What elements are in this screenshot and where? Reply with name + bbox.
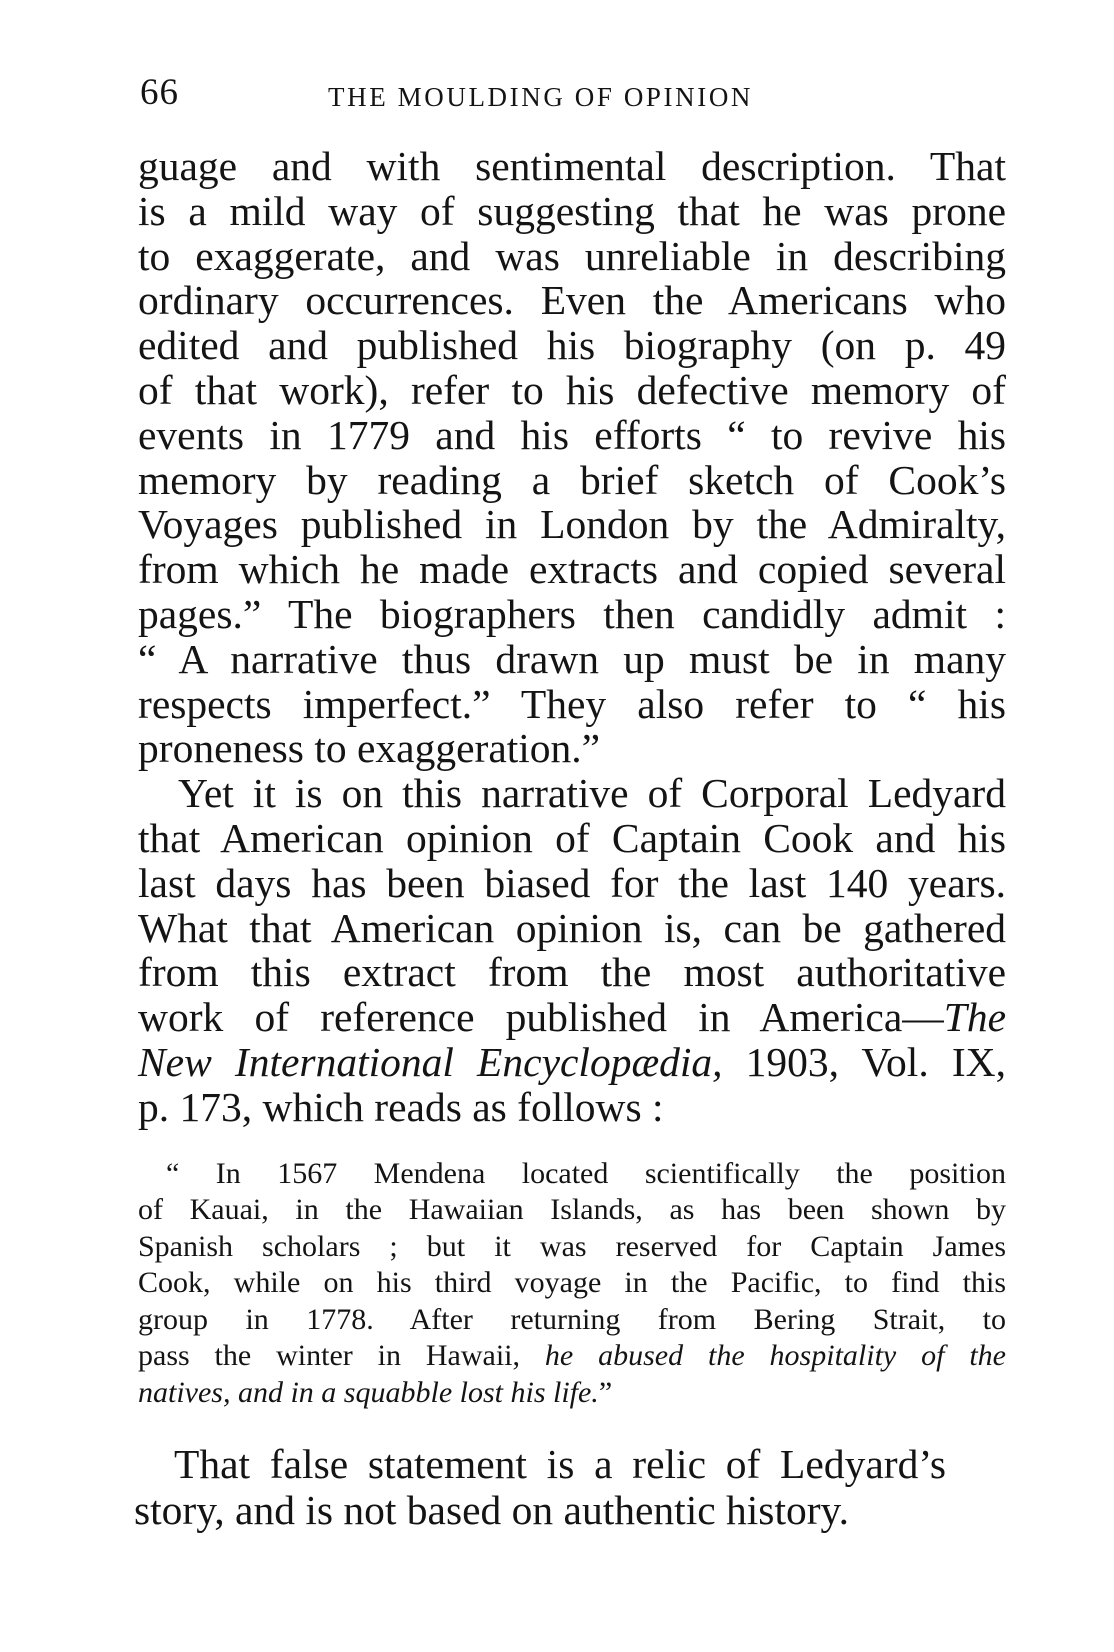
- page-number: 66: [140, 72, 179, 113]
- italic-title: The: [943, 994, 1006, 1041]
- italic-emphasis: natives, and in a squabble lost his life.: [138, 1375, 599, 1409]
- text-line: respects imperfect.” They also refer to “ his: [138, 680, 1006, 727]
- paragraph-closing: [134, 1441, 946, 1533]
- quote-line: “ In 1567 Mendena located scientifically the position: [166, 1156, 1006, 1190]
- text-line: proneness to exaggeration.”: [138, 725, 601, 772]
- text-line: ordinary occurrences. Even the Americans who: [138, 277, 1006, 324]
- italic-title: New International Encyclopædia,: [138, 1038, 723, 1085]
- quote-line: of Kauai, in the Hawaiian Islands, as has been shown by: [138, 1193, 1006, 1227]
- text-line: That false statement is a relic of Ledyard’s: [174, 1441, 946, 1488]
- text-line: memory by reading a brief sketch of Cook’s: [138, 456, 1006, 503]
- text-line: of that work), refer to his defective memory of: [138, 366, 1006, 413]
- text-line: [138, 1040, 1006, 1085]
- text-line: last days has been biased for the last 140 years.: [138, 859, 1006, 906]
- text-line: guage and with sentimental description. That: [138, 143, 1006, 189]
- quote-line: Spanish scholars ; but it was reserved for Captain James: [138, 1229, 1006, 1263]
- text-segment: work of reference published in America—: [138, 994, 944, 1041]
- paragraph-ledyard-narrative: [138, 771, 1006, 1129]
- text-segment: ”: [598, 1375, 613, 1409]
- text-segment: pass the winter in Hawaii,: [138, 1339, 545, 1373]
- text-line: from which he made extracts and copied several: [138, 546, 1006, 593]
- text-line: edited and published his biography (on p. 49: [138, 322, 1006, 369]
- text-line: Yet it is on this narrative of Corporal Ledyard: [178, 770, 1006, 817]
- text-line: p. 173, which reads as follows :: [138, 1083, 664, 1130]
- text-line: is a mild way of suggesting that he was prone: [138, 187, 1006, 234]
- text-line: events in 1779 and his efforts “ to revive his: [138, 411, 1006, 458]
- text-segment: 1903, Vol. IX,: [722, 1038, 1006, 1085]
- running-head: [138, 70, 1006, 116]
- text-line: to exaggerate, and was unreliable in describing: [138, 232, 1006, 279]
- text-line: “ A narrative thus drawn up must be in many: [138, 635, 1006, 682]
- encyclopaedia-quote: [138, 1156, 1006, 1412]
- text-line: pages.” The biographers then candidly admit :: [138, 590, 1006, 637]
- running-title: THE MOULDING OF OPINION: [328, 82, 754, 112]
- paragraph-continued: [138, 144, 1006, 771]
- quote-line: Cook, while on his third voyage in the Pacific, to find this: [138, 1266, 1006, 1300]
- text-line: that American opinion of Captain Cook and his: [138, 814, 1006, 861]
- text-line: Voyages published in London by the Admiralty,: [138, 501, 1006, 548]
- italic-emphasis: he abused the hospitality of the: [544, 1339, 1006, 1373]
- text-line: from this extract from the most authoritative: [138, 949, 1006, 996]
- text-line: [138, 995, 1006, 1040]
- text-line: story, and is not based on authentic history.: [134, 1487, 849, 1534]
- text-line: What that American opinion is, can be gathered: [138, 904, 1006, 951]
- book-page: [134, 70, 1006, 1534]
- quote-line: group in 1778. After returning from Bering Strait, to: [138, 1302, 1006, 1336]
- quote-line: [138, 1375, 1006, 1412]
- quote-line: [138, 1338, 1006, 1375]
